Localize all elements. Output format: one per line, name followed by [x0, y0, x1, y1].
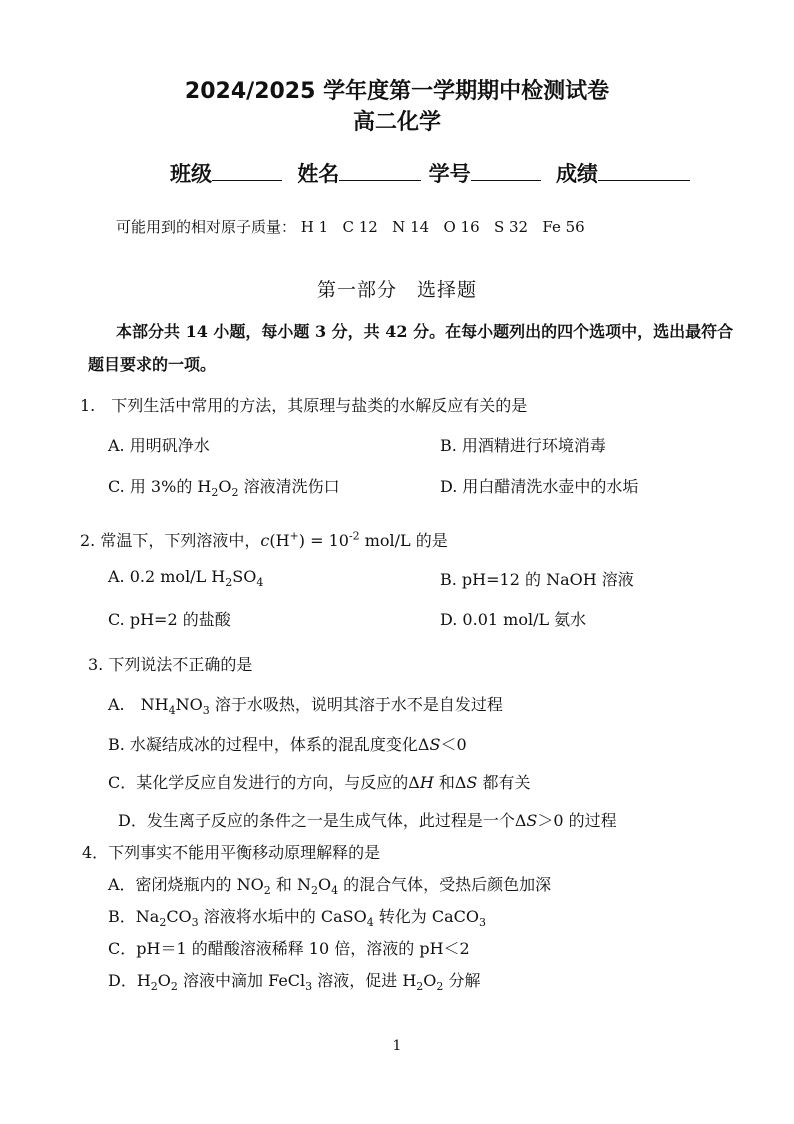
class-blank[interactable] [212, 162, 282, 181]
question-3-option-c[interactable]: C．某化学反应自发进行的方向，与反应的ΔH 和ΔS 都有关 [108, 773, 531, 792]
atomic-mass-h: H 1 [300, 218, 329, 236]
question-2-option-b[interactable]: B. pH=12 的 NaOH 溶液 [440, 570, 634, 589]
id-label: 学号 [428, 162, 471, 186]
name-blank[interactable] [339, 162, 421, 181]
question-1-option-d[interactable]: D. 用白醋清洗水壶中的水垢 [440, 477, 639, 496]
atomic-mass-label: 可能用到的相对原子质量： [116, 218, 297, 236]
class-label: 班级 [170, 162, 212, 186]
page-number: 1 [392, 1038, 402, 1054]
part1-instructions-line1: 本部分共 14 小题，每小题 3 分，共 42 分。在每小题列出的四个选项中，选出最符合 [116, 322, 734, 341]
part1-instructions-line2: 题目要求的一项。 [88, 355, 217, 374]
question-1-option-b[interactable]: B. 用酒精进行环境消毒 [440, 436, 606, 455]
question-2-option-a[interactable]: A. 0.2 mol/L $H_2SO_4$ [108, 567, 264, 590]
question-4-stem: 4．下列事实不能用平衡移动原理解释的是 [82, 843, 381, 862]
question-1-option-a[interactable]: A. 用明矾净水 [108, 436, 210, 455]
question-4-option-c[interactable]: C．pH＝1 的醋酸溶液稀释 10 倍，溶液的 pH＜2 [108, 939, 470, 958]
part1-heading: 第一部分 选择题 [316, 279, 477, 301]
question-4-option-d[interactable]: D．$H_2O_2$ 溶液中滴加 FeCl$_3$ 溶液，促进 $H_2O_2$ 分解 [108, 971, 481, 994]
student-info-row [170, 158, 690, 188]
question-3-option-a[interactable]: A. $NH_4NO_3$ 溶于水吸热，说明其溶于水不是自发过程 [108, 695, 503, 718]
question-4-option-b[interactable]: B．$Na_2CO_3$ 溶液将水垢中的 CaSO$_4$ 转化为 CaCO$_3$ [108, 907, 487, 930]
question-2-option-c[interactable]: C. pH=2 的盐酸 [108, 610, 231, 629]
exam-title: 2024/2025 学年度第一学期期中检测试卷 [184, 79, 610, 104]
question-3-option-b[interactable]: B. 水凝结成冰的过程中，体系的混乱度变化ΔS＜0 [108, 735, 467, 754]
question-3-stem: 3. 下列说法不正确的是 [88, 655, 253, 674]
question-3-option-d[interactable]: D．发生离子反应的条件之一是生成气体，此过程是一个ΔS＞0 的过程 [118, 811, 617, 830]
question-4-option-a[interactable]: A．密闭烧瓶内的 $NO_2$ 和 $N_2O_4$ 的混合气体，受热后颜色加深 [108, 875, 552, 898]
atomic-mass-line [116, 216, 585, 237]
question-2-stem: 2. 常温下，下列溶液中，$c(H^+) = 10^{-2}$ mol/L 的是 [80, 529, 448, 550]
question-2-option-d[interactable]: D. 0.01 mol/L 氨水 [440, 610, 587, 629]
atomic-mass-c: C 12 [342, 218, 378, 236]
atomic-mass-fe: Fe 56 [542, 218, 585, 236]
exam-subject: 高二化学 [352, 110, 441, 135]
atomic-mass-s: S 32 [493, 218, 529, 236]
atomic-mass-o: O 16 [443, 218, 480, 236]
score-label: 成绩 [555, 162, 598, 186]
id-blank[interactable] [471, 162, 541, 181]
name-label: 姓名 [297, 162, 340, 186]
question-1-stem: 1. 下列生活中常用的方法，其原理与盐类的水解反应有关的是 [80, 396, 528, 415]
score-blank[interactable] [598, 162, 690, 181]
question-1-option-c[interactable]: C. 用 3%的 $H_2O_2$ 溶液清洗伤口 [108, 477, 340, 500]
atomic-mass-n: N 14 [392, 218, 430, 236]
